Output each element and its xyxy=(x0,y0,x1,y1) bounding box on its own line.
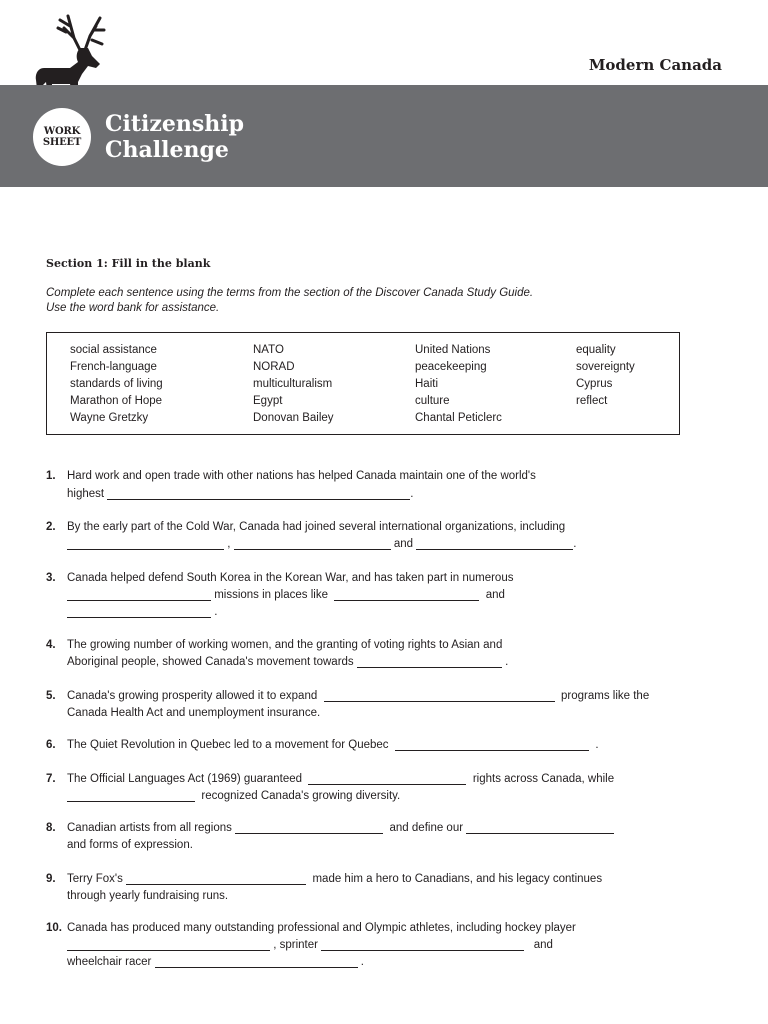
question-and: and xyxy=(485,589,505,601)
instructions xyxy=(46,286,533,316)
question-text-line1 xyxy=(67,771,614,788)
question-number: 1. xyxy=(46,470,56,482)
question-text: Terry Fox's xyxy=(67,873,123,885)
answer-blank[interactable] xyxy=(67,788,195,802)
instructions-line2: Use the word bank for assistance. xyxy=(46,302,220,314)
question-end: . xyxy=(595,739,599,751)
question-text: made him a hero to Canadians, and his legacy continues xyxy=(312,873,603,885)
answer-blank[interactable] xyxy=(334,587,479,601)
question-text-line3 xyxy=(67,954,364,971)
question-text-line2 xyxy=(67,937,553,954)
answer-blank[interactable] xyxy=(67,536,224,550)
topic-label: Modern Canada xyxy=(588,56,722,74)
question-text-line2 xyxy=(67,486,414,503)
question-text: missions in places like xyxy=(214,589,328,601)
title-line1: Citizenship xyxy=(105,111,244,137)
word-bank-term: social assistance xyxy=(70,344,157,356)
question-text: through yearly fundraising runs. xyxy=(67,890,229,902)
word-bank-term: French-language xyxy=(70,361,157,373)
word-bank-term: culture xyxy=(415,395,450,407)
question-text: By the early part of the Cold War, Canada had joined several international organizations, including xyxy=(67,521,566,533)
badge-line1: WORK xyxy=(43,126,81,137)
question-text: The Quiet Revolution in Quebec led to a movement for Quebec xyxy=(67,739,389,751)
question-text-line2 xyxy=(67,536,576,553)
word-bank-term: Haiti xyxy=(415,378,439,390)
question-number: 9. xyxy=(46,873,56,885)
answer-blank[interactable] xyxy=(235,820,383,834)
instructions-line1: Complete each sentence using the terms from the section of the Discover Canada Study Guide. xyxy=(46,287,534,299)
word-bank-term: equality xyxy=(576,344,616,356)
word-bank-term: Chantal Peticlerc xyxy=(415,412,502,424)
question-text: recognized Canada's growing diversity. xyxy=(201,790,401,802)
question-number: 2. xyxy=(46,521,56,533)
question-and: and xyxy=(393,538,413,550)
word-bank-term: reflect xyxy=(576,395,608,407)
worksheet-badge xyxy=(33,108,91,166)
word-bank-term: Marathon of Hope xyxy=(70,395,163,407)
question-text-line2 xyxy=(67,788,400,805)
question-text: Hard work and open trade with other nations has helped Canada maintain one of the world's xyxy=(67,470,536,482)
question-text-line1 xyxy=(67,871,602,888)
answer-blank[interactable] xyxy=(126,871,306,885)
word-bank-term: sovereignty xyxy=(576,361,635,373)
question-end: . xyxy=(214,606,218,618)
word-bank-term: Cyprus xyxy=(576,378,613,390)
question-end: . xyxy=(410,488,414,500)
word-bank-column xyxy=(70,342,163,427)
question-text-line3 xyxy=(67,604,217,621)
answer-blank[interactable] xyxy=(466,820,614,834)
question-end: . xyxy=(360,956,364,968)
word-bank-term: Egypt xyxy=(253,395,283,407)
question-text: and forms of expression. xyxy=(67,839,193,851)
question-number: 4. xyxy=(46,639,56,651)
question-end: . xyxy=(505,656,509,668)
word-bank-column xyxy=(415,342,502,427)
answer-blank[interactable] xyxy=(321,937,524,951)
question-text: , sprinter xyxy=(273,939,318,951)
word-bank xyxy=(46,332,680,435)
question-text: rights across Canada, while xyxy=(472,773,615,785)
answer-blank[interactable] xyxy=(155,954,358,968)
word-bank-term: NATO xyxy=(253,344,284,356)
title-line2: Challenge xyxy=(105,137,229,163)
question-text: Canadian artists from all regions xyxy=(67,822,232,834)
word-bank-column xyxy=(576,342,635,410)
answer-blank[interactable] xyxy=(107,486,410,500)
answer-blank[interactable] xyxy=(67,604,211,618)
answer-blank[interactable] xyxy=(324,688,555,702)
question-text: highest xyxy=(67,488,105,500)
question-number: 8. xyxy=(46,822,56,834)
answer-blank[interactable] xyxy=(67,937,270,951)
question-number: 5. xyxy=(46,690,56,702)
question-end: . xyxy=(573,538,577,550)
question-text: and define our xyxy=(389,822,464,834)
question-text-line1 xyxy=(67,688,649,705)
question-text: Canada has produced many outstanding professional and Olympic athletes, including hockey player xyxy=(67,922,576,934)
question-number: 3. xyxy=(46,572,56,584)
word-bank-term: standards of living xyxy=(70,378,163,390)
page-title xyxy=(105,111,244,163)
answer-blank[interactable] xyxy=(357,654,502,668)
answer-blank[interactable] xyxy=(308,771,466,785)
word-bank-term: multiculturalism xyxy=(253,378,333,390)
question-text: Canada Health Act and unemployment insurance. xyxy=(67,707,321,719)
question-text-line2 xyxy=(67,654,508,671)
question-and: and xyxy=(533,939,553,951)
question-text-line1 xyxy=(67,820,614,837)
question-number: 7. xyxy=(46,773,56,785)
word-bank-term: Donovan Bailey xyxy=(253,412,334,424)
question-text: Canada helped defend South Korea in the Korean War, and has taken part in numerous xyxy=(67,572,514,584)
word-bank-term: NORAD xyxy=(253,361,295,373)
answer-blank[interactable] xyxy=(416,536,573,550)
answer-blank[interactable] xyxy=(395,737,589,751)
question-text: The Official Languages Act (1969) guaranteed xyxy=(67,773,303,785)
question-text-line2 xyxy=(67,587,505,604)
question-text-line1 xyxy=(67,737,599,754)
question-text: Canada's growing prosperity allowed it to expand xyxy=(67,690,318,702)
word-bank-term: peacekeeping xyxy=(415,361,487,373)
question-text: wheelchair racer xyxy=(67,956,152,968)
question-text: programs like the xyxy=(561,690,650,702)
answer-blank[interactable] xyxy=(234,536,391,550)
question-comma: , xyxy=(227,538,231,550)
word-bank-column xyxy=(253,342,334,427)
badge-line2: SHEET xyxy=(42,137,82,148)
section-heading: Section 1: Fill in the blank xyxy=(46,257,211,270)
answer-blank[interactable] xyxy=(67,587,211,601)
word-bank-term: United Nations xyxy=(415,344,491,356)
question-number: 6. xyxy=(46,739,56,751)
word-bank-term: Wayne Gretzky xyxy=(70,412,149,424)
question-text: Aboriginal people, showed Canada's movement towards xyxy=(67,656,354,668)
question-number: 10. xyxy=(46,922,62,934)
question-text: The growing number of working women, and the granting of voting rights to Asian and xyxy=(67,639,503,651)
